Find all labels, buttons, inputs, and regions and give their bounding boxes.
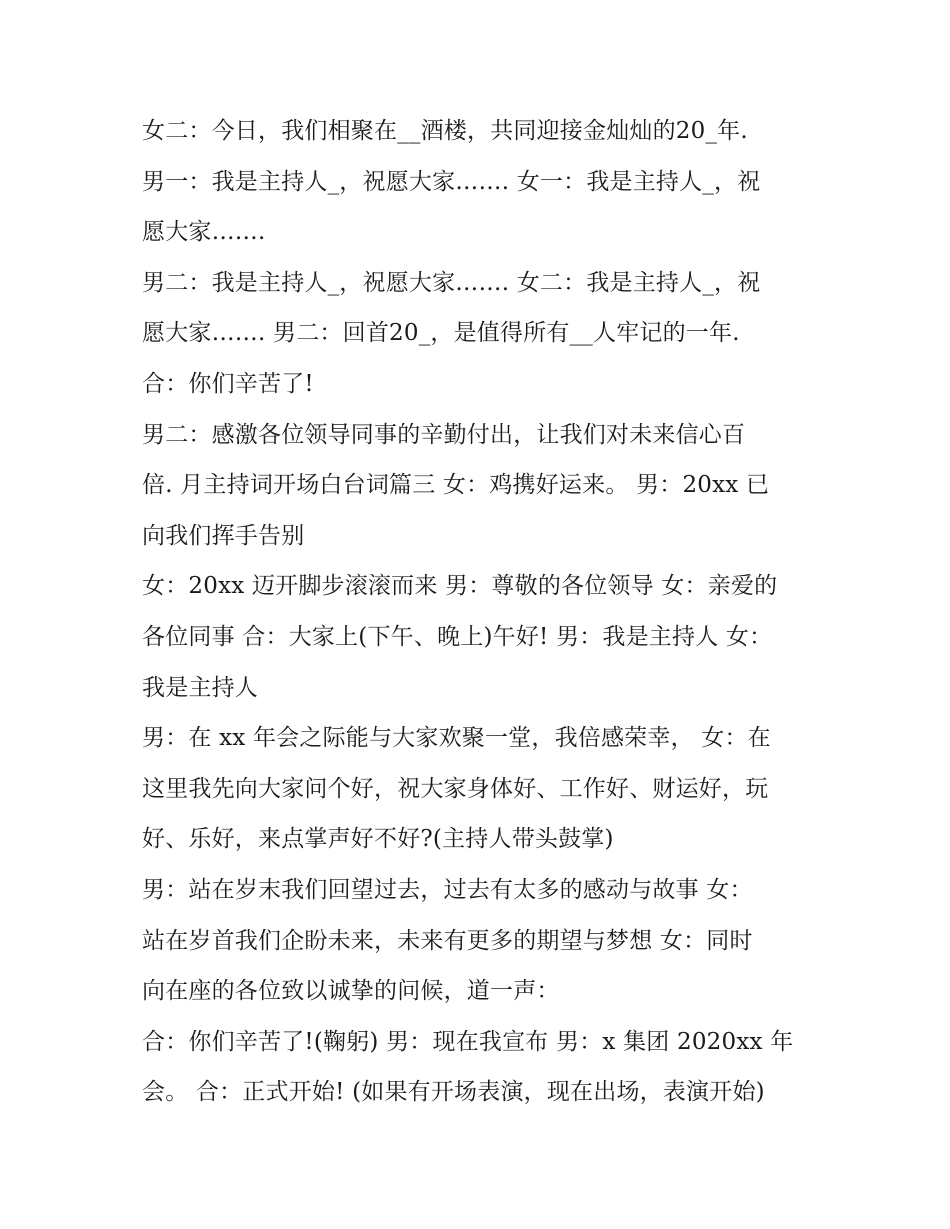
text-line: 向在座的各位致以诚挚的问候，道一声： xyxy=(142,978,560,1005)
text-line: 男：在 xx 年会之际能与大家欢聚一堂，我倍感荣幸， 女：在 xyxy=(142,725,771,752)
text-line: 男二：感激各位领导同事的辛勤付出，让我们对未来信心百 xyxy=(142,421,746,448)
text-line: 男一：我是主持人_，祝愿大家……. 女一：我是主持人_，祝 xyxy=(142,168,761,195)
text-line: 愿大家……. 男二：回首20_，是值得所有__人牢记的一年. xyxy=(142,320,740,347)
text-line: 女：20xx 迈开脚步滚滚而来 男：尊敬的各位领导 女：亲爱的 xyxy=(142,573,778,600)
text-line: 站在岁首我们企盼未来，未来有更多的期望与梦想 女：同时 xyxy=(142,927,753,954)
text-line: 这里我先向大家问个好，祝大家身体好、工作好、财运好，玩 xyxy=(142,775,769,802)
text-line: 倍. 月主持词开场白台词篇三 女：鸡携好运来。 男：20xx 已 xyxy=(142,472,770,499)
text-line: 会。 合：正式开始! (如果有开场表演，现在出场，表演开始) xyxy=(142,1079,765,1106)
text-line: 愿大家……. xyxy=(142,219,266,246)
text-line: 各位同事 合：大家上(下午、晚上)午好! 男：我是主持人 女： xyxy=(142,623,773,650)
document-body xyxy=(142,106,822,1118)
text-line: 男：站在岁末我们回望过去，过去有太多的感动与故事 女： xyxy=(142,876,753,903)
text-line: 向我们挥手告别 xyxy=(142,522,305,549)
text-line: 合：你们辛苦了! xyxy=(142,370,314,397)
text-line: 女二：今日，我们相聚在__酒楼，共同迎接金灿灿的20_年. xyxy=(142,118,748,144)
text-line: 我是主持人 xyxy=(142,674,258,701)
text-line: 男二：我是主持人_，祝愿大家……. 女二：我是主持人_，祝 xyxy=(142,269,761,296)
text-line: 好、乐好，来点掌声好不好?(主持人带头鼓掌) xyxy=(142,826,614,853)
text-line: 合：你们辛苦了!(鞠躬) 男：现在我宣布 男：x 集团 2020xx 年 xyxy=(142,1028,794,1055)
